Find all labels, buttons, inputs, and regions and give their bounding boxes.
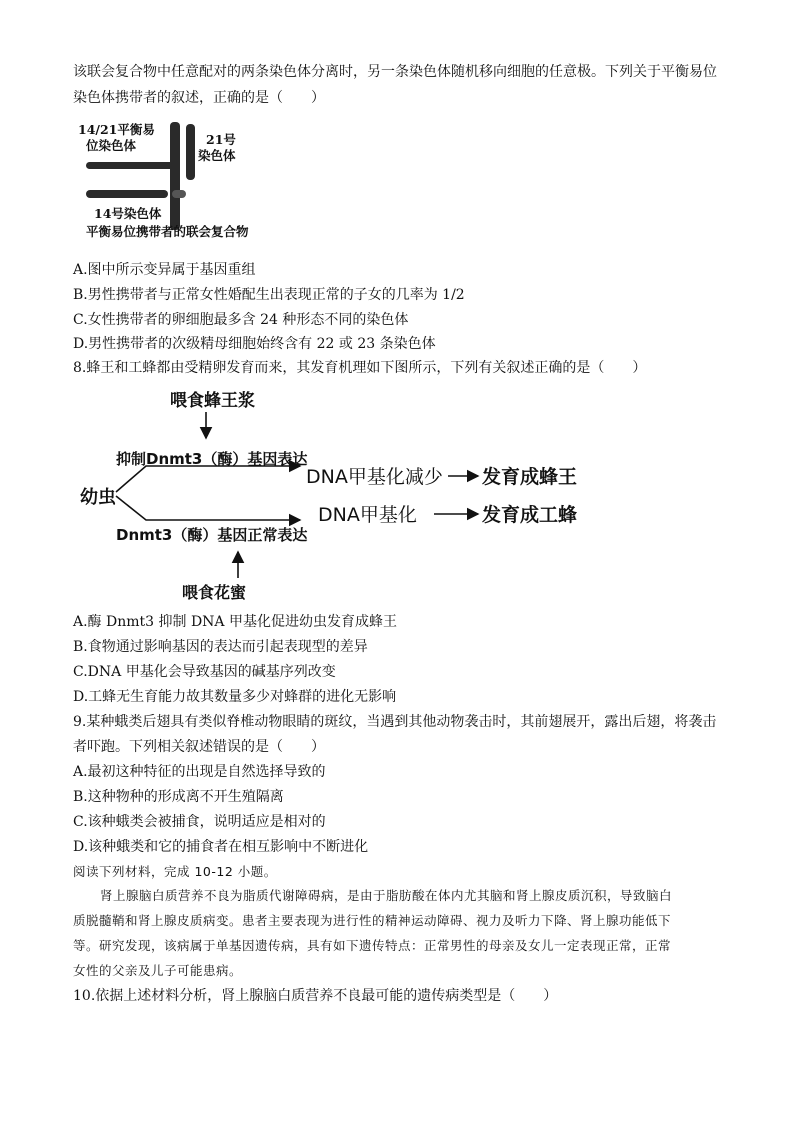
label-inhibit-dnmt3: 抑制Dnmt3（酶）基因表达: [116, 450, 308, 468]
q8-stem: 8.蜂王和工蜂都由受精卵发育而来，其发育机理如下图所示，下列有关叙述正确的是（ ）: [73, 360, 647, 376]
translocation-chromosome-vertical: [170, 122, 180, 230]
chromosome-21: [186, 124, 195, 180]
q9-stem-line-2: 者吓跑。下列相关叙述错误的是（ ）: [73, 739, 325, 755]
figure-bee-development: [78, 380, 598, 608]
label-chr21-line1: 21号: [206, 132, 236, 147]
q8-option-d: D.工蜂无生育能力故其数量多少对蜂群的进化无影响: [73, 689, 397, 705]
q7-option-c: C.女性携带者的卵细胞最多含 24 种形态不同的染色体: [73, 312, 409, 328]
label-translocation-line1: 14/21平衡易: [78, 122, 155, 137]
q7-option-a: A.图中所示变异属于基因重组: [73, 262, 256, 278]
label-queen-bee: 发育成蜂王: [482, 466, 578, 488]
q10-stem: 10.依据上述材料分析，肾上腺脑白质营养不良最可能的遗传病类型是（ ）: [73, 988, 558, 1004]
label-chr21-line2: 染色体: [198, 148, 236, 163]
q9-option-b: B.这种物种的形成离不开生殖隔离: [73, 789, 284, 805]
material-paragraph-line-2: 质脱髓鞘和肾上腺皮质病变。患者主要表现为进行性的精神运动障碍、视力及听力下降、肾上腺功能低下: [73, 913, 672, 928]
q8-option-c: C.DNA 甲基化会导致基因的碱基序列改变: [73, 664, 336, 680]
q9-stem-line-1: 9.某种蛾类后翅具有类似脊椎动物眼睛的斑纹，当遇到其他动物袭击时，其前翅展开，露出后翅，将袭击: [73, 714, 717, 730]
figure2-arrows: [78, 380, 598, 608]
label-larva: 幼虫: [80, 487, 116, 508]
intro-line-2: 染色体携带者的叙述，正确的是（ ）: [73, 90, 325, 106]
q7-option-d: D.男性携带者的次级精母细胞始终含有 22 或 23 条染色体: [73, 336, 436, 352]
translocation-chromosome-bar: [86, 162, 176, 169]
material-heading: 阅读下列材料，完成 10-12 小题。: [73, 864, 277, 879]
q8-option-b: B.食物通过影响基因的表达而引起表现型的差异: [73, 639, 368, 655]
material-paragraph-line-3: 等。研究发现，该病属于单基因遗传病，具有如下遗传特点：正常男性的母亲及女儿一定表现正常，正常: [73, 938, 672, 953]
q9-option-a: A.最初这种特征的出现是自然选择导致的: [73, 764, 326, 780]
q8-option-a: A.酶 Dnmt3 抑制 DNA 甲基化促进幼虫发育成蜂王: [73, 614, 397, 630]
chromosome-14-end: [172, 190, 186, 198]
label-worker-bee: 发育成工蜂: [482, 504, 578, 526]
q9-option-c: C.该种蛾类会被捕食，说明适应是相对的: [73, 814, 326, 830]
label-nectar: 喂食花蜜: [182, 583, 247, 602]
label-methylation-decrease: DNA甲基化减少: [306, 466, 443, 488]
figure-synapsis-complex: [78, 112, 278, 247]
material-paragraph-line-1: 肾上腺脑白质营养不良为脂质代谢障碍病，是由于脂肪酸在体内尤其脑和肾上腺皮质沉积，导致脑白: [100, 888, 673, 903]
q9-option-d: D.该种蛾类和它的捕食者在相互影响中不断进化: [73, 839, 369, 855]
label-royal-jelly: 喂食蜂王浆: [170, 391, 255, 411]
label-methylation: DNA甲基化: [318, 504, 417, 526]
material-paragraph-line-4: 女性的父亲及儿子可能患病。: [73, 963, 243, 978]
label-chr14: 14号染色体: [94, 206, 162, 221]
q7-option-b: B.男性携带者与正常女性婚配生出表现正常的子女的几率为 1/2: [73, 287, 465, 303]
figure1-caption: 平衡易位携带者的联会复合物: [86, 224, 249, 239]
label-dnmt3-normal: Dnmt3（酶）基因正常表达: [116, 526, 308, 544]
chromosome-14-bar: [86, 190, 168, 198]
intro-line-1: 该联会复合物中任意配对的两条染色体分离时，另一条染色体随机移向细胞的任意极。下列关于平衡易位: [73, 64, 717, 80]
label-translocation-line2: 位染色体: [86, 138, 137, 153]
